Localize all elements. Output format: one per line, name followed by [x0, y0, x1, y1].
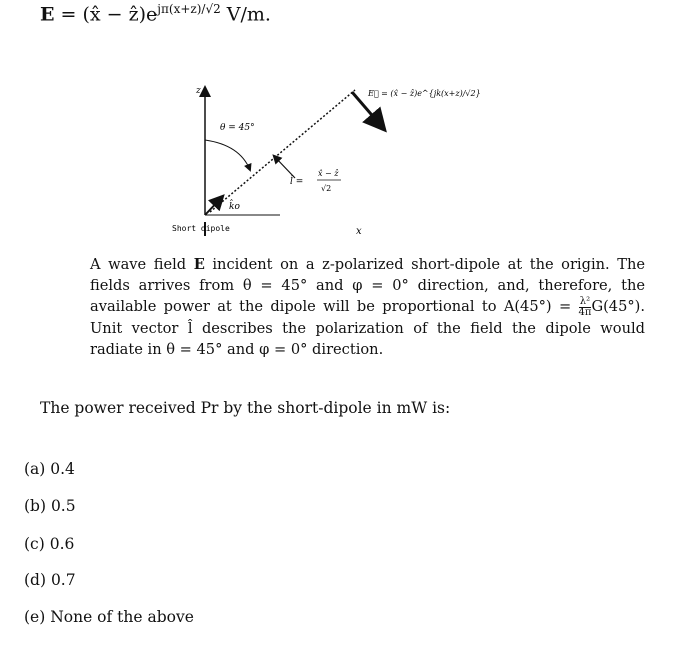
- z-axis-label: z: [196, 86, 201, 96]
- choice-e[interactable]: (e) None of the above: [24, 608, 194, 626]
- dipole-label: Short dipole: [172, 224, 230, 233]
- unit-vector-num: x̂ − ẑ: [318, 169, 339, 178]
- x-axis-label: x: [356, 226, 362, 237]
- dipole-figure: [0, 0, 686, 250]
- equation-exponent: jπ(x+z)/√2: [157, 2, 221, 16]
- caption-fraction: $\frac{\text{λ²}}{4\pi}$: [578, 295, 592, 318]
- unit-vector-arrow: [274, 156, 295, 178]
- choice-b[interactable]: (b) 0.5: [24, 497, 76, 515]
- k-label: k̂o: [229, 202, 240, 212]
- question-text: The power received Pr by the short-dipole in mW is:: [40, 399, 451, 417]
- equation-rhs: = (x̂ − ẑ)e: [54, 3, 158, 26]
- choice-c[interactable]: (c) 0.6: [24, 535, 75, 553]
- figure-caption: A wave field E incident on a z-polarized short-dipole at the origin. The fields arrives from θ = 45° and φ = 0° direction, and, therefore, the available power at the dipole will be proportional to A(45°) = $\frac{\text{λ²}}{4\pi}$ G(45°). Unit vector l̂ describes the polarization of the field the dipole would radiate in θ = 45° and φ = 0° direction.: [90, 256, 645, 358]
- caption-field-symbol: E: [193, 256, 205, 273]
- field-symbol: E: [40, 3, 55, 26]
- k-vector: [205, 197, 222, 215]
- unit-vector-label: l̂ =: [290, 177, 304, 187]
- choice-d[interactable]: (d) 0.7: [24, 571, 76, 589]
- equation-unit: V/m.: [220, 3, 271, 26]
- angle-label: θ = 45°: [220, 123, 255, 133]
- propagation-line: [210, 90, 355, 212]
- angle-arc: [205, 140, 250, 170]
- choice-a[interactable]: (a) 0.4: [24, 460, 75, 478]
- field-label: E⃗ = (x̂ − ẑ)e^{jk(x+z)/√2}: [368, 89, 481, 98]
- unit-vector-den: √2: [321, 184, 332, 193]
